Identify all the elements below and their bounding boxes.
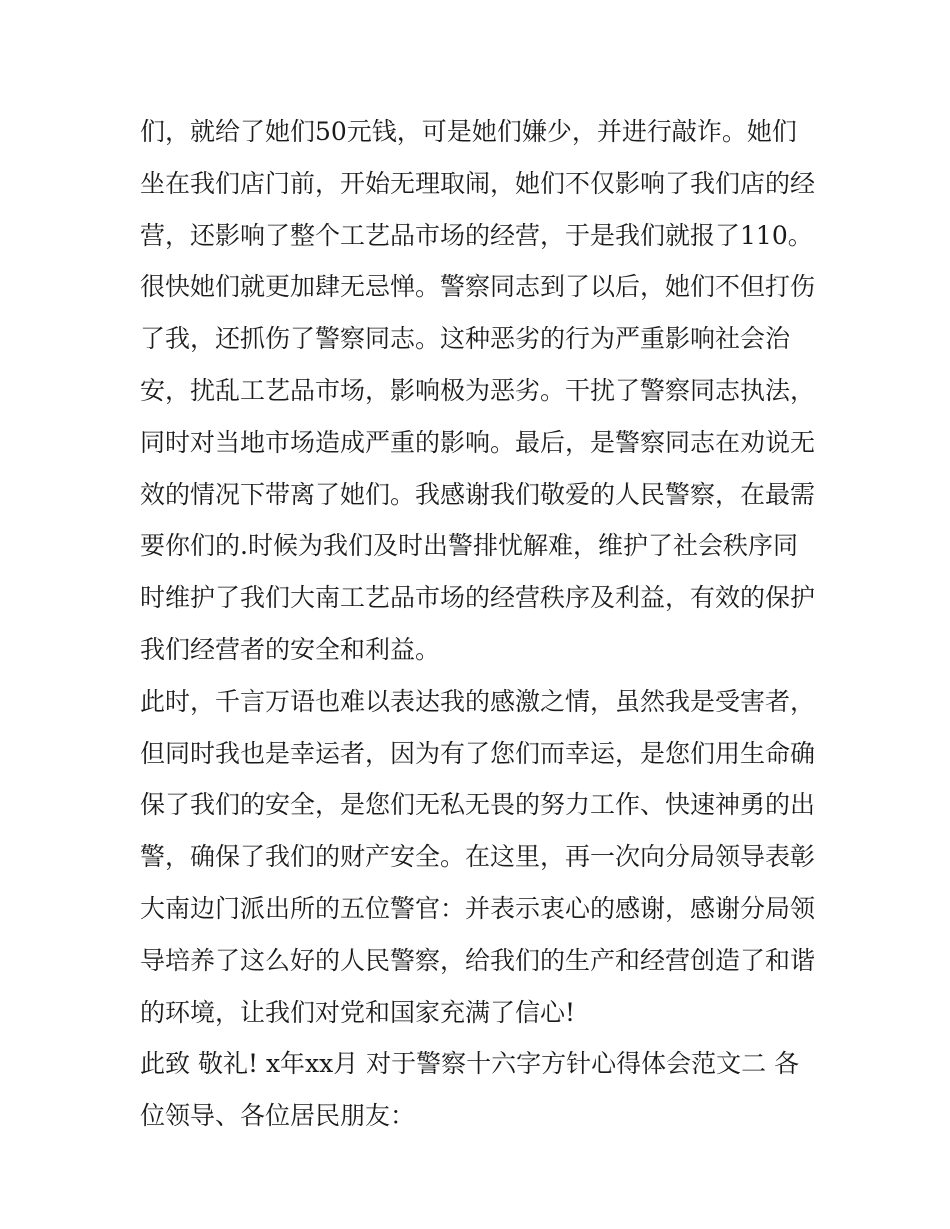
text-line: 但同时我也是幸运者，因为有了您们而幸运，是您们用生命确 [140,738,816,768]
text-line: 同时对当地市场造成严重的影响。最后，是警察同志在劝说无 [140,427,816,457]
text-line: 警，确保了我们的财产安全。在这里，再一次向分局领导表彰 [140,842,816,872]
text-line: 效的情况下带离了她们。我感谢我们敬爱的人民警察，在最需 [140,479,816,509]
text-line: 我们经营者的安全和利益。 [140,634,441,664]
text-line: 坐在我们店门前，开始无理取闹，她们不仅影响了我们店的经 [140,168,816,198]
text-line: 了我，还抓伤了警察同志。这种恶劣的行为严重影响社会治 [140,324,791,354]
text-line: 此致 敬礼! x年xx月 对于警察十六字方针心得体会范文二 各 [140,1049,800,1079]
text-line: 保了我们的安全，是您们无私无畏的努力工作、快速神勇的出 [140,790,816,820]
text-line: 时维护了我们大南工艺品市场的经营秩序及利益，有效的保护 [140,583,816,613]
text-line: 营，还影响了整个工艺品市场的经营，于是我们就报了110。 [140,220,813,250]
text-line: 很快她们就更加肆无忌惮。警察同志到了以后，她们不但打伤 [140,272,816,302]
text-line: 位领导、各位居民朋友： [140,1101,416,1131]
text-line: 的环境，让我们对党和国家充满了信心! [140,997,576,1027]
body-text [140,106,820,1142]
text-line: 此时，千言万语也难以表达我的感激之情，虽然我是受害者， [140,686,816,716]
text-line: 们，就给了她们50元钱，可是她们嫌少，并进行敲诈。她们 [140,117,797,146]
text-line: 安，扰乱工艺品市场，影响极为恶劣。干扰了警察同志执法， [140,375,816,405]
text-line: 导培养了这么好的人民警察，给我们的生产和经营创造了和谐 [140,945,816,975]
text-line: 大南边门派出所的五位警官：并表示衷心的感谢，感谢分局领 [140,893,816,923]
text-line: 要你们的.时候为我们及时出警排忧解难，维护了社会秩序同 [140,531,798,561]
